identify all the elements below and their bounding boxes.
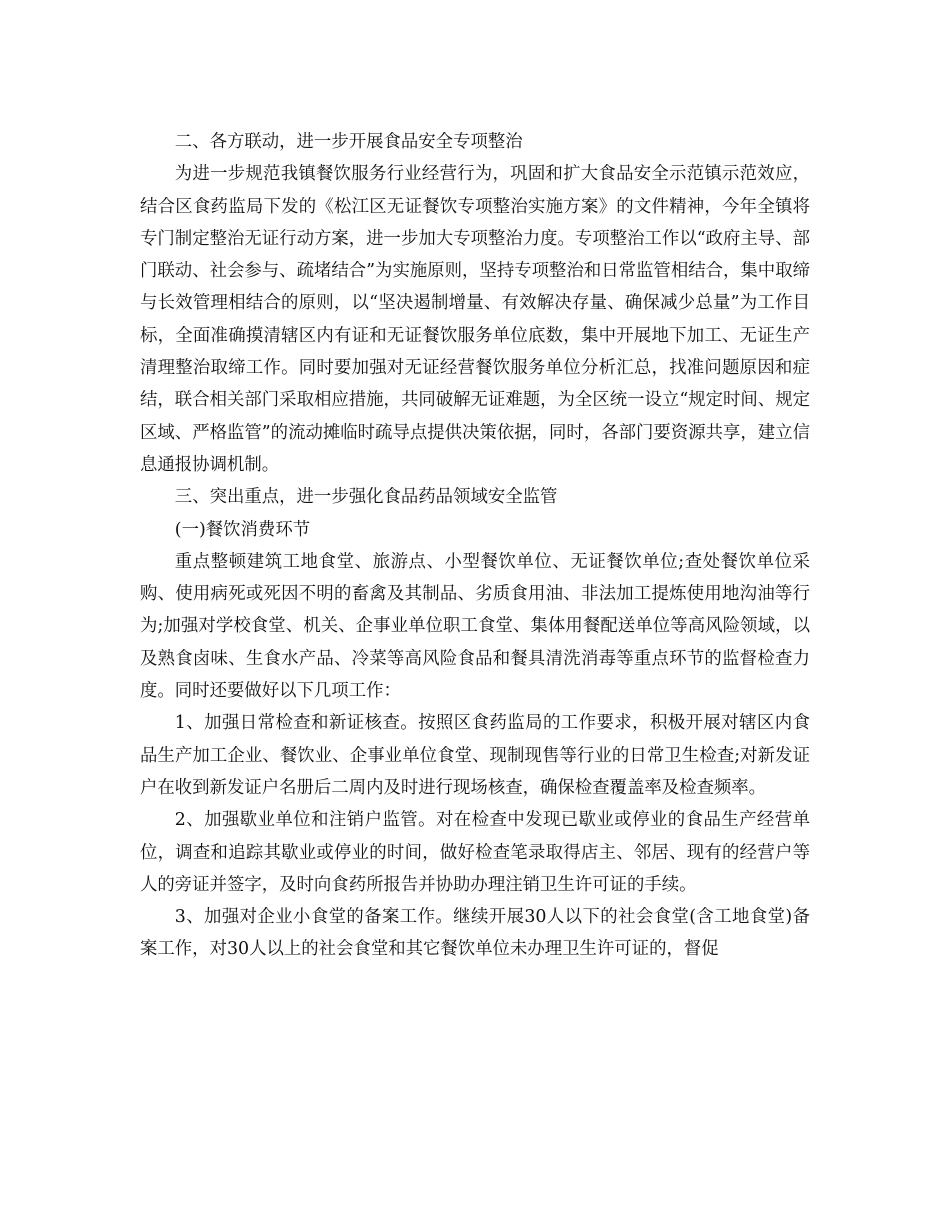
list-item-closed-units: 2、加强歇业单位和注销户监管。对在检查中发现已歇业或停业的食品生产经营单位，调查和追踪其歇业或停业的时间，做好检查笔录取得店主、邻居、现有的经营户等人的旁证并签字，及时向食药所报告并协助办理注销卫生许可证的手续。 [140,810,810,895]
document-page [140,126,810,966]
section-heading-2: 二、各方联动，进一步开展食品安全专项整治 [174,132,523,152]
list-item-canteen-filing: 3、加强对企业小食堂的备案工作。继续开展30人以下的社会食堂(含工地食堂)备案工作，对30人以上的社会食堂和其它餐饮单位未办理卫生许可证的，督促 [140,907,810,960]
list-item-daily-inspection: 1、加强日常检查和新证核查。按照区食药监局的工作要求，积极开展对辖区内食品生产加工企业、餐饮业、企事业单位食堂、现制现售等行业的日常卫生检查;对新发证户在收到新发证户名册后二周内及时进行现场核查，确保检查覆盖率及检查频率。 [140,713,810,798]
paragraph-special-rectification: 为进一步规范我镇餐饮服务行业经营行为，巩固和扩大食品安全示范镇示范效应，结合区食药监局下发的《松江区无证餐饮专项整治实施方案》的文件精神，今年全镇将专门制定整治无证行动方案，进一步加大专项整治力度。专项整治工作以“政府主导、部门联动、社会参与、疏堵结合”为实施原则，坚持专项整治和日常监管相结合，集中取缔与长效管理相结合的原则，以“坚决遏制增量、有效解决存量、确保减少总量”为工作目标，全面准确摸清辖区内有证和无证餐饮服务单位底数，集中开展地下加工、无证生产清理整治取缔工作。同时要加强对无证经营餐饮服务单位分析汇总，找准问题原因和症结，联合相关部门采取相应措施，共同破解无证难题，为全区统一设立“规定时间、规定区域、严格监管”的流动摊临时疏导点提供决策依据，同时，各部门要资源共享，建立信息通报协调机制。 [140,164,810,475]
subsection-heading-catering: (一)餐饮消费环节 [174,519,311,540]
section-heading-3: 三、突出重点，进一步强化食品药品领域安全监管 [174,487,558,508]
paragraph-catering-focus: 重点整顿建筑工地食堂、旅游点、小型餐饮单位、无证餐饮单位;查处餐饮单位采购、使用病死或死因不明的畜禽及其制品、劣质食用油、非法加工提炼使用地沟油等行为;加强对学校食堂、机关、企事业单位职工食堂、集体用餐配送单位等高风险领域，以及熟食卤味、生食水产品、冷菜等高风险食品和餐具清洗消毒等重点环节的监督检查力度。同时还要做好以下几项工作： [140,551,810,702]
